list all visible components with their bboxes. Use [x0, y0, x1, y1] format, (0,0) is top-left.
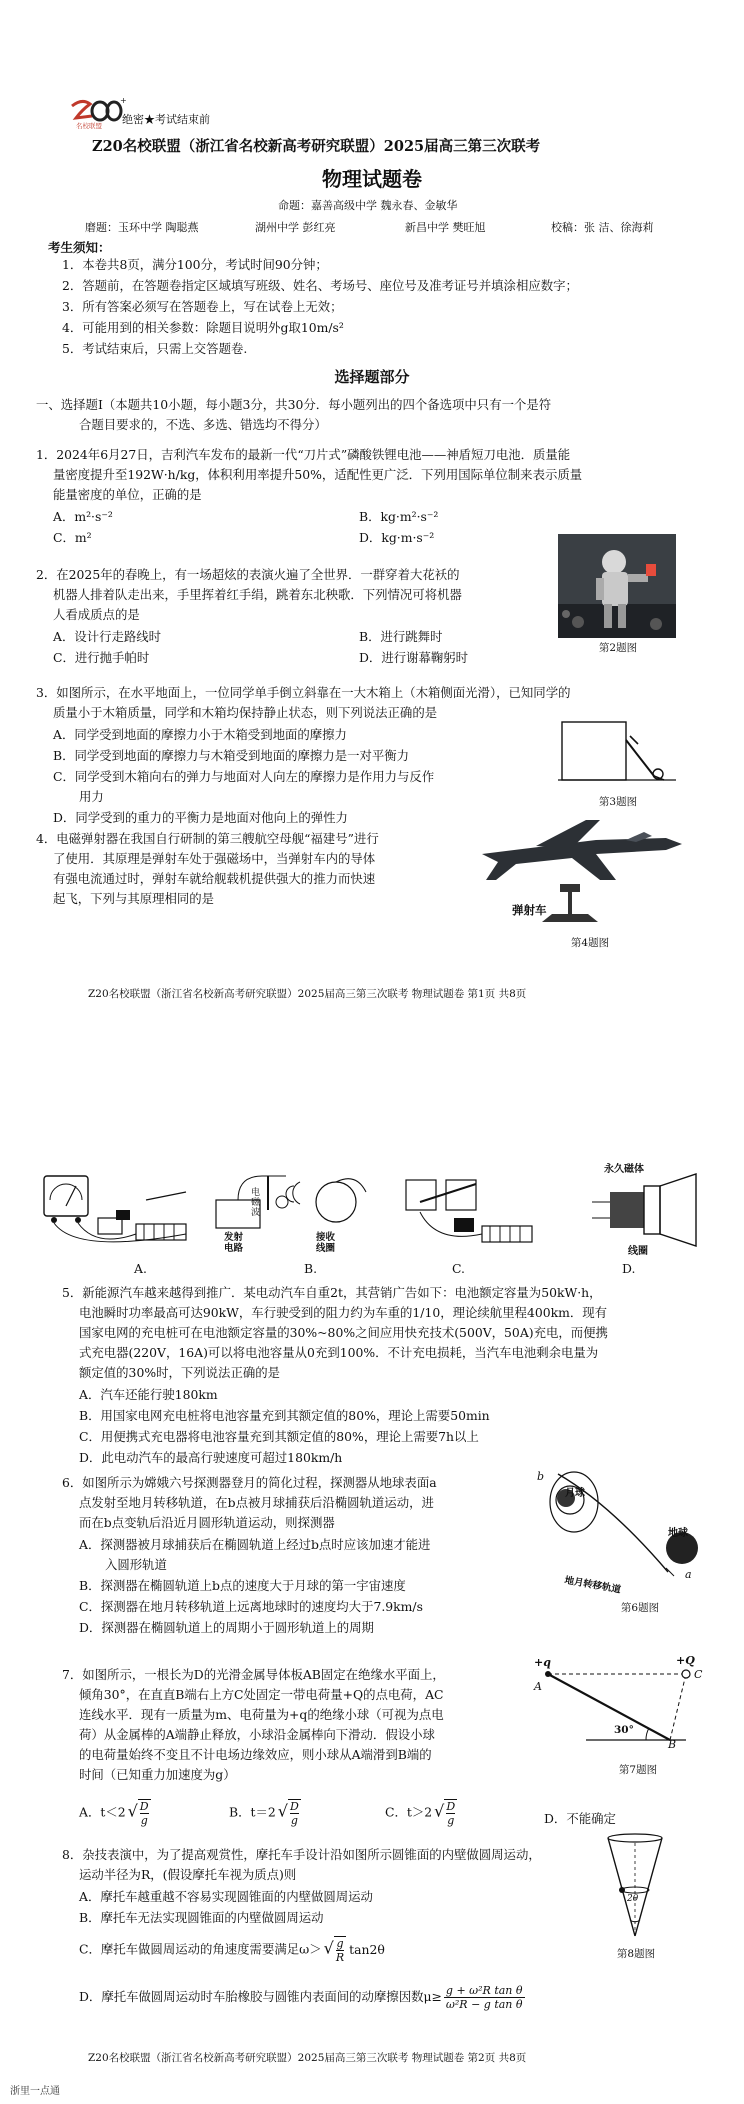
section-title: 选择题部分 [334, 368, 410, 386]
q6-option-b: B．探测器在椭圆轨道上b点的速度大于月球的第一宇宙速度 [79, 1578, 406, 1593]
q4-jet-figure [476, 810, 688, 928]
q7-fig-plus-q: +q [534, 1656, 551, 1669]
q7-line: 连线水平．现有一质量为m、电荷量为+q的绝缘小球（可视为点电 [79, 1707, 444, 1722]
logo-text: 名校联盟 [76, 122, 102, 130]
authors-line2c: 新昌中学 樊旺旭 [405, 221, 486, 234]
q4b-label-fa [224, 1232, 243, 1254]
q4-line: 起飞，下列与其原理相同的是 [53, 891, 215, 906]
q2-option-b: B．进行跳舞时 [359, 629, 443, 644]
notice-item: 3．所有答案必须写在答题卷上，写在试卷上无效； [62, 299, 343, 314]
q2-line: 人看成质点的是 [53, 607, 140, 622]
q8-option-b: B．摩托车无法实现圆锥面的内壁做圆周运动 [79, 1910, 324, 1925]
page2-footer: Z20名校联盟（浙江省名校新高考研究联盟）2025届高三第三次联考 物理试题卷 第2页 共8页 [88, 2052, 527, 2064]
q4-option-b: B. [304, 1261, 318, 1276]
q4b-label-6: 接收 [316, 1232, 336, 1243]
q4b-label-rx [316, 1232, 335, 1254]
q8-option-d-prefix: D．摩托车做圆周运动时车胎橡胶与圆锥内表面间的动摩擦因数μ≥ [79, 1989, 442, 2004]
q5-line: 额定值的30%时，下列说法正确的是 [79, 1365, 281, 1380]
q4b-label-1: 发射 [224, 1232, 244, 1243]
q4d-label-coil: 线圈 [628, 1246, 648, 1257]
q8-option-d [79, 1984, 525, 2011]
q1-line: 能量密度的单位，正确的是 [53, 487, 202, 502]
q8-d-num: g + ω²R tan θ [445, 1984, 523, 1997]
page1-footer: Z20名校联盟（浙江省名校新高考研究联盟）2025届高三第三次联考 物理试题卷 第1页 共8页 [88, 988, 527, 1000]
q8-caption: 第8题图 [616, 1948, 656, 1960]
q6-fig-a: a [685, 1568, 692, 1581]
q7-line: 荷）从金属棒的A端静止释放，小球沿金属棒向下滑动．假设小球 [79, 1727, 435, 1742]
q5-line: 国家电网的充电桩可在电池额定容量的30%~80%之间应用快充技术(500V，50A)充电，而便携 [79, 1325, 608, 1340]
q3-figure [558, 718, 676, 788]
q1-option-b: B．kg·m²·s⁻² [359, 509, 439, 524]
q7-option-c-sqrt: √ $\frac{D}{g}$ [434, 1800, 456, 1827]
q4b-label-2: 电路 [224, 1243, 244, 1254]
notice-item: 5．考试结束后，只需上交答题卷. [62, 341, 248, 356]
q6-option-d: D．探测器在椭圆轨道上的周期小于圆形轨道上的周期 [79, 1620, 374, 1635]
q4-option-d: D. [622, 1261, 636, 1276]
q7-option-a-sqrt: √ $\frac{D}{g}$ [127, 1800, 149, 1827]
q8-c-num: g [336, 1937, 344, 1950]
notice-item: 1．本卷共8页，满分100分，考试时间90分钟； [62, 257, 328, 272]
q7-line: 倾角30°，在直直B端右上方C处固定一带电荷量+Q的点电荷，AC [79, 1687, 444, 1702]
exam-page-1 [0, 0, 744, 1006]
q6-fig-moon: 月球 [565, 1488, 585, 1499]
q7-fig-A: A [534, 1680, 542, 1693]
q4-option-a: A. [134, 1261, 147, 1276]
cone-diagram [600, 1832, 670, 1942]
q4b-label-7: 线圈 [316, 1243, 336, 1254]
watermark-text: 浙里一点通 [10, 2086, 60, 2097]
q7-fig-angle: 30° [614, 1724, 634, 1736]
q6-line: 点发射至地月转移轨道，在b点被月球捕获后沿椭圆轨道运动，进 [79, 1495, 434, 1510]
exam-page-2 [0, 1120, 744, 2075]
q7-option-c [385, 1799, 457, 1827]
q4-options-figures [36, 1172, 716, 1258]
q5-line: 式充电器(220V，16A)可以将电池容量从0充到100%．不计充电损耗，当汽车电池剩余电量为 [79, 1345, 599, 1360]
q3-line: 3．如图所示，在水平地面上，一位同学单手倒立斜靠在一大木箱上（木箱侧面光滑），已知同学的 [36, 685, 571, 700]
q3-caption: 第3题图 [598, 796, 638, 808]
q8-option-c-prefix: C．摩托车做圆周运动的角速度需要满足ω＞ [79, 1941, 322, 1957]
q6-line: 6．如图所示为嫦娥六号探测器登月的简化过程，探测器从地球表面a [62, 1475, 437, 1490]
q8-d-frac [444, 1984, 525, 2011]
q8-option-c-sqrt: √ $\frac{g}{R}$ [323, 1937, 345, 1964]
q1-option-c: C．m² [53, 530, 92, 545]
q8-fig-angle: 2θ [627, 1894, 639, 1904]
incline-rod-diagram [536, 1660, 706, 1760]
q7-option-a-prefix: A．t＜2 [79, 1804, 126, 1820]
q4-caption: 第4题图 [570, 937, 610, 949]
q2-option-c: C．进行抛手帕时 [53, 650, 150, 665]
q7-option-b-prefix: B．t＝2 [229, 1804, 276, 1820]
box-handstand-diagram [558, 718, 676, 788]
q4-line: 4．电磁弹射器在我国自行研制的第三艘航空母舰“福建号”进行 [36, 831, 379, 846]
authors-line2a: 磨题：玉环中学 陶聪燕 [85, 221, 199, 234]
notice-title: 考生须知： [48, 240, 111, 255]
q7-option-b-sqrt: √ $\frac{D}{g}$ [277, 1800, 299, 1827]
q1-line: 量密度提升至192W·h/kg，体积利用率提升50%，适配性更广泛．下列用国际单位制来表示质量 [53, 467, 583, 482]
q5-option-a: A．汽车还能行驶180km [79, 1387, 218, 1402]
q6-fig-orbit: 地月转移轨道 [563, 1574, 622, 1596]
notice-item: 4．可能用到的相关参数：除题目说明外g取10m/s² [62, 320, 344, 335]
q5-option-d: D．此电动汽车的最高行驶速度可超过180km/h [79, 1450, 343, 1465]
q3-option-c2: 用力 [79, 789, 104, 804]
q8-option-c [79, 1936, 385, 1964]
q7-b-den: g [290, 1814, 298, 1827]
q5-option-c: C．用便携式充电器将电池容量充到其额定值的80%，理论上需要7h以上 [79, 1429, 479, 1444]
q7-a-num: D [139, 1800, 149, 1813]
q2-caption: 第2题图 [598, 642, 638, 654]
q6-fig-earth: 地球 [668, 1528, 688, 1539]
q1-option-d: D．kg·m·s⁻² [359, 530, 435, 545]
q7-figure [536, 1660, 706, 1760]
q8-line: 运动半径为R，(假设摩托车视为质点)则 [79, 1867, 297, 1882]
q6-option-a1: A．探测器被月球捕获后在椭圆轨道上经过b点时应该加速才能进 [79, 1537, 431, 1552]
svg-text:+: + [120, 96, 127, 105]
q7-b-num: D [289, 1800, 299, 1813]
q1-option-a: A．m²·s⁻² [53, 509, 113, 524]
q2-robot-photo [558, 534, 676, 638]
q1-line: 1．2024年6月27日，吉利汽车发布的最新一代“刀片式”磷酸铁锂电池——神盾短刀电池．质量能 [36, 447, 571, 462]
part1-line1: 一、选择题Ⅰ（本题共10小题，每小题3分，共30分．每小题列出的四个备选项中只有一个是符 [36, 397, 552, 412]
q7-options [79, 1786, 699, 1830]
q4-options-diagram [36, 1172, 716, 1258]
q7-fig-plus-Q: +Q [676, 1654, 695, 1667]
q4b-label-4: 磁 [251, 1198, 261, 1208]
part1-line2: 合题目要求的，不选、多选、错选均不得分） [79, 417, 327, 432]
q4-line: 有强电流通过时，弹射车就给舰载机提供强大的推力而快速 [53, 871, 376, 886]
confidential-label: 绝密★考试结束前 [122, 113, 210, 126]
q7-fig-C: C [694, 1668, 703, 1681]
q5-line: 5．新能源汽车越来越得到推广．某电动汽车自重2t，其营销广告如下：电池额定容量为50kW·h， [62, 1285, 602, 1300]
q7-option-b [229, 1799, 301, 1827]
q7-c-den: g [447, 1814, 455, 1827]
authors-line2b: 湖州中学 彭红亮 [255, 221, 336, 234]
q2-option-d: D．进行谢幕鞠躬时 [359, 650, 469, 665]
q6-line: 而在b点变轨后沿近月圆形轨道运动，则探测器 [79, 1515, 335, 1530]
authors-line2d: 校稿：张 洁、徐海莉 [551, 221, 654, 234]
q7-fig-B: B [668, 1738, 677, 1751]
q2-line: 2．在2025年的春晚上，有一场超炫的表演火遍了全世界．一群穿着大花袄的 [36, 567, 460, 582]
robot-dancer-image [558, 534, 676, 638]
q5-line: 电池瞬时功率最高可达90kW，车行驶受到的阻力约为车重的1/10，理论续航里程400km．现有 [79, 1305, 608, 1320]
q7-caption: 第7题图 [618, 1764, 658, 1776]
q4-fig-label: 弹射车 [512, 903, 547, 917]
authors-line1: 命题：嘉善高级中学 魏永春、金敏华 [278, 199, 458, 212]
q4d-label-magnet: 永久磁体 [604, 1164, 644, 1175]
q3-option-b: B．同学受到地面的摩擦力与木箱受到地面的摩擦力是一对平衡力 [53, 748, 410, 763]
fighter-jet-image [476, 810, 688, 928]
q3-option-a: A．同学受到地面的摩擦力小于木箱受到地面的摩擦力 [53, 727, 347, 742]
q7-line: 7．如图所示，一根长为D的光滑金属导体板AB固定在绝缘水平面上， [62, 1667, 445, 1682]
q3-option-c1: C．同学受到木箱向右的弹力与地面对人向左的摩擦力是作用力与反作 [53, 769, 435, 784]
q7-line: 的电荷量始终不变且不计电场边缘效应，则小球从A端滑到B端的 [79, 1747, 432, 1762]
exam-title: Z20名校联盟（浙江省名校新高考研究联盟）2025届高三第三次联考 [92, 138, 541, 155]
q7-a-den: g [140, 1814, 148, 1827]
q5-option-b: B．用国家电网充电桩将电池容量充到其额定值的80%，理论上需要50min [79, 1408, 490, 1423]
q7-option-a [79, 1799, 151, 1827]
q4b-label-em [251, 1188, 271, 1218]
q7-c-num: D [446, 1800, 456, 1813]
q8-c-den: R [335, 1951, 345, 1964]
q6-option-c: C．探测器在地月转移轨道上远离地球时的速度均大于7.9km/s [79, 1599, 423, 1614]
q4b-label-3: 电 [251, 1188, 261, 1198]
q2-option-a: A．设计行走路线时 [53, 629, 162, 644]
q8-c-tan: tan2θ [349, 1941, 385, 1957]
q3-option-d: D．同学受到的重力的平衡力是地面对他向上的弹性力 [53, 810, 348, 825]
q6-fig-b: b [537, 1470, 545, 1483]
q2-line: 机器人排着队走出来，手里挥着红手绢，跳着东北秧歌．下列情况可将机器 [53, 587, 462, 602]
q7-line: 时间（已知重力加速度为g） [79, 1767, 236, 1782]
q4b-label-5: 波 [251, 1208, 261, 1218]
q6-option-a2: 入圆形轨道 [105, 1557, 167, 1572]
q6-caption: 第6题图 [620, 1602, 660, 1614]
q8-line: 8．杂技表演中，为了提高观赏性，摩托车手设计沿如图所示圆锥面的内壁做圆周运动， [62, 1847, 541, 1862]
q7-option-c-prefix: C．t＞2 [385, 1804, 433, 1820]
z20-logo [68, 96, 126, 130]
q4-line: 了使用．其原理是弹射车处于强磁场中，当弹射车内的导体 [53, 851, 376, 866]
q4-option-c: C. [452, 1261, 465, 1276]
q8-d-den: ω²R − g tan θ [445, 1998, 523, 2011]
q8-cone-figure [600, 1832, 670, 1942]
q3-line: 质量小于木箱质量，同学和木箱均保持静止状态，则下列说法正确的是 [53, 705, 438, 720]
q7-option-d: D．不能确定 [544, 1811, 616, 1826]
exam-subtitle: 物理试题卷 [322, 167, 422, 191]
notice-item: 2．答题前，在答题卷指定区域填写班级、姓名、考场号、座位号及准考证号并填涂相应数字； [62, 278, 578, 293]
q8-option-a: A．摩托车越重越不容易实现圆锥面的内壁做圆周运动 [79, 1889, 373, 1904]
